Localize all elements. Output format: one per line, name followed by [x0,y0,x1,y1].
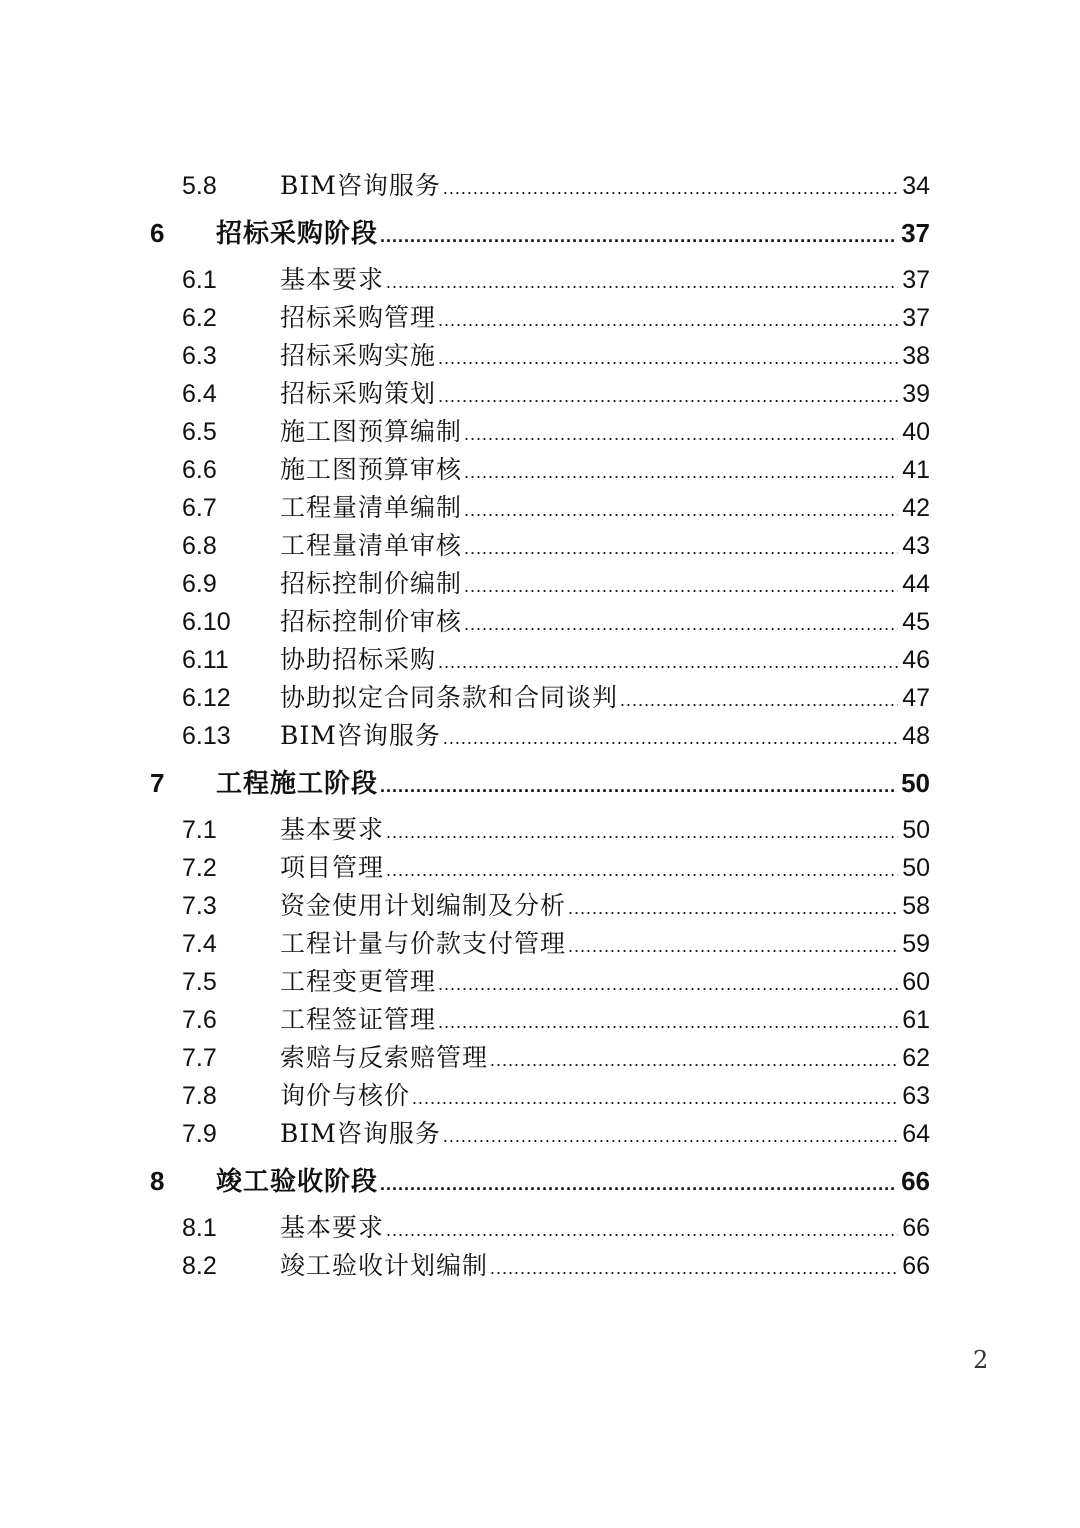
page-number: 2 [973,1346,989,1374]
toc-entry-7-2[interactable] [150,849,930,887]
toc-entry-title: 工程量清单编制 [280,493,463,522]
toc-leader-dots [490,1041,898,1077]
toc-entry-title: 竣工验收计划编制 [280,1251,489,1280]
toc-entry-page: 61 [902,1006,930,1034]
toc-entry-page: 62 [902,1044,930,1072]
toc-entry-7-4[interactable] [150,925,930,963]
toc-entry-page: 47 [902,684,930,712]
toc-chapter-6[interactable] [150,214,930,252]
toc-leader-dots [464,415,898,451]
toc-entry-7-7[interactable] [150,1039,930,1077]
toc-entry-page: 38 [902,342,930,370]
toc-entry-title: 工程计量与价款支付管理 [280,929,567,958]
toc-leader-dots [568,889,898,925]
toc-leader-dots [490,1249,898,1285]
toc-leader-dots [438,643,898,679]
toc-entry-number: 6.11 [182,646,229,674]
toc-entry-6-13[interactable] [150,717,930,755]
toc-entry-number: 6.8 [182,532,217,560]
toc-entry-page: 39 [902,380,930,408]
toc-entry-page: 45 [902,608,930,636]
toc-entry-page: 66 [902,1214,930,1242]
toc-entry-page: 42 [902,494,930,522]
toc-entry-7-6[interactable] [150,1001,930,1039]
toc-entry-6-6[interactable] [150,451,930,489]
toc-leader-dots [464,491,898,527]
toc-chapter-number: 7 [150,768,165,798]
toc-entry-page: 34 [902,172,930,200]
toc-entry-7-3[interactable] [150,887,930,925]
toc-entry-title: 询价与核价 [280,1081,411,1110]
toc-entry-number: 8.2 [182,1252,217,1280]
toc-leader-dots [438,965,898,1001]
toc-chapter-title: 招标采购阶段 [216,219,379,249]
toc-entry-number: 7.6 [182,1006,217,1034]
toc-entry-page: 66 [902,1252,930,1280]
toc-entry-title: 工程量清单审核 [280,531,463,560]
toc-entry-page: 58 [902,892,930,920]
toc-chapter-number: 6 [150,218,165,248]
toc-entry-title: 施工图预算编制 [280,417,463,446]
toc-entry-number: 6.1 [182,266,217,294]
toc-entry-number: 6.6 [182,456,217,484]
toc-entry-7-5[interactable] [150,963,930,1001]
toc-entry-page: 43 [902,532,930,560]
toc-entry-title: 基本要求 [280,815,385,844]
toc-entry-title: 招标采购策划 [280,379,437,408]
toc-entry-number: 6.12 [182,684,231,712]
toc-entry-number: 8.1 [182,1214,217,1242]
toc-leader-dots [380,1165,897,1200]
toc-entry-title: 招标采购实施 [280,341,437,370]
toc-leader-dots [386,1211,898,1247]
toc-entry-title: BIM咨询服务 [280,721,441,750]
toc-entry-page: 44 [902,570,930,598]
toc-leader-dots [443,719,898,755]
toc-chapter-page: 50 [901,768,930,798]
toc-entry-number: 6.4 [182,380,217,408]
toc-leader-dots [620,681,898,717]
toc-entry-title: 资金使用计划编制及分析 [280,891,567,920]
toc-entry-number: 7.8 [182,1082,217,1110]
toc-entry-8-1[interactable] [150,1209,930,1247]
toc-entry-number: 6.10 [182,608,231,636]
toc-chapter-number: 8 [150,1166,165,1196]
toc-entry-title: 工程变更管理 [280,967,437,996]
toc-entry-title: 基本要求 [280,265,385,294]
toc-entry-6-4[interactable] [150,375,930,413]
toc-entry-number: 7.1 [182,816,217,844]
toc-entry-page: 60 [902,968,930,996]
toc-entry-title: 招标控制价编制 [280,569,463,598]
toc-entry-6-1[interactable] [150,261,930,299]
toc-entry-7-1[interactable] [150,811,930,849]
toc-entry-6-7[interactable] [150,489,930,527]
toc-leader-dots [443,1117,898,1153]
toc-entry-6-11[interactable] [150,641,930,679]
toc-leader-dots [386,851,898,887]
toc-entry-6-8[interactable] [150,527,930,565]
toc-entry-page: 50 [902,816,930,844]
toc-leader-dots [443,169,898,205]
toc-entry-title: 招标采购管理 [280,303,437,332]
toc-entry-6-2[interactable] [150,299,930,337]
toc-chapter-page: 37 [901,218,930,248]
table-of-contents [150,167,930,1285]
toc-entry-8-2[interactable] [150,1247,930,1285]
toc-leader-dots [380,217,897,252]
toc-entry-page: 40 [902,418,930,446]
toc-entry-7-8[interactable] [150,1077,930,1115]
toc-leader-dots [386,263,898,299]
toc-entry-page: 64 [902,1120,930,1148]
toc-entry-6-10[interactable] [150,603,930,641]
toc-entry-7-9[interactable] [150,1115,930,1153]
toc-entry-page: 41 [902,456,930,484]
toc-entry-title: 协助招标采购 [280,645,437,674]
toc-entry-page: 63 [902,1082,930,1110]
toc-chapter-7[interactable] [150,764,930,802]
toc-entry-number: 6.2 [182,304,217,332]
toc-leader-dots [464,453,898,489]
toc-entry-number: 5.8 [182,172,217,200]
toc-leader-dots [438,339,898,375]
toc-entry-number: 7.2 [182,854,217,882]
toc-leader-dots [438,301,898,337]
toc-entry-6-5[interactable] [150,413,930,451]
toc-entry-page: 46 [902,646,930,674]
toc-entry-title: BIM咨询服务 [280,1119,441,1148]
toc-leader-dots [568,927,898,963]
toc-entry-page: 50 [902,854,930,882]
toc-entry-number: 6.13 [182,722,231,750]
toc-entry-6-9[interactable] [150,565,930,603]
toc-entry-title: 基本要求 [280,1213,385,1242]
toc-entry-number: 6.9 [182,570,217,598]
toc-entry-number: 6.7 [182,494,217,522]
toc-entry-page: 48 [902,722,930,750]
toc-entry-5-8[interactable] [150,167,930,205]
toc-entry-page: 59 [902,930,930,958]
toc-entry-number: 7.7 [182,1044,217,1072]
toc-entry-number: 7.3 [182,892,217,920]
toc-entry-number: 7.4 [182,930,217,958]
toc-entry-page: 37 [902,266,930,294]
toc-chapter-title: 工程施工阶段 [216,769,379,799]
toc-leader-dots [412,1079,898,1115]
toc-leader-dots [438,377,898,413]
toc-entry-number: 7.9 [182,1120,217,1148]
toc-entry-title: 工程签证管理 [280,1005,437,1034]
toc-chapter-title: 竣工验收阶段 [216,1167,379,1197]
toc-entry-title: BIM咨询服务 [280,171,441,200]
toc-entry-6-12[interactable] [150,679,930,717]
toc-leader-dots [464,605,898,641]
toc-entry-title: 项目管理 [280,853,385,882]
toc-entry-title: 招标控制价审核 [280,607,463,636]
toc-entry-6-3[interactable] [150,337,930,375]
toc-entry-number: 7.5 [182,968,217,996]
toc-entry-number: 6.5 [182,418,217,446]
toc-chapter-page: 66 [901,1166,930,1196]
toc-chapter-8[interactable] [150,1162,930,1200]
toc-entry-title: 施工图预算审核 [280,455,463,484]
toc-leader-dots [386,813,898,849]
toc-leader-dots [380,767,897,802]
toc-entry-title: 协助拟定合同条款和合同谈判 [280,683,619,712]
toc-entry-title: 索赔与反索赔管理 [280,1043,489,1072]
toc-entry-number: 6.3 [182,342,217,370]
toc-leader-dots [464,529,898,565]
toc-leader-dots [438,1003,898,1039]
toc-entry-page: 37 [902,304,930,332]
toc-leader-dots [464,567,898,603]
